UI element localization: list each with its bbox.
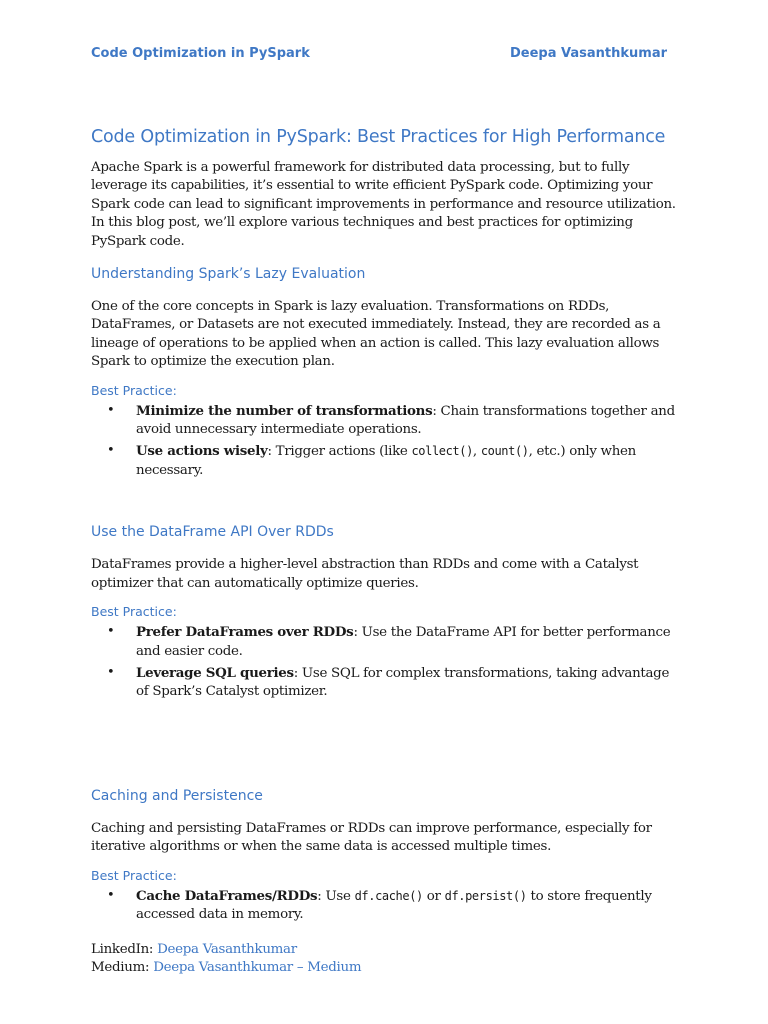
header-author: Deepa Vasanthkumar xyxy=(509,46,667,61)
inline-code: collect() xyxy=(411,444,473,459)
inline-code: df.cache() xyxy=(354,888,423,903)
list-item xyxy=(91,664,681,702)
intro-paragraph: Apache Spark is a powerful framework for distributed data processing, but to fully leverage its capabilities, it’s essential to write efficient PySpark code. Optimizing your Spark code can lead to significant improvements in performance and resource utilization. In this blog post, we’ll explore various techniques and best practices for optimizing PySpark code. xyxy=(91,160,676,249)
linkedin-link[interactable]: Deepa Vasanthkumar xyxy=(157,942,297,957)
inline-code: count() xyxy=(480,444,529,459)
list-item xyxy=(91,887,681,925)
list-item xyxy=(91,402,681,440)
item-text: to store frequently accessed data in memory. xyxy=(136,888,652,922)
best-practice-label: Best Practice: xyxy=(91,867,177,883)
medium-label: Medium: xyxy=(91,960,154,975)
bullet-icon: • xyxy=(107,664,115,680)
item-bold: Cache DataFrames/RDDs xyxy=(136,887,318,904)
item-text: , etc.) only when necessary. xyxy=(136,444,636,478)
section-heading-caching: Caching and Persistence xyxy=(91,787,263,804)
best-practice-list xyxy=(91,623,681,702)
item-bold: Leverage SQL queries xyxy=(136,664,294,681)
section-heading-dataframe-api: Use the DataFrame API Over RDDs xyxy=(91,524,334,541)
section-paragraph: Caching and persisting DataFrames or RDDs can improve performance, especially for iterative algorithms or when the same data is accessed multiple times. xyxy=(91,820,652,855)
best-practice-label: Best Practice: xyxy=(91,604,177,620)
section-paragraph: One of the core concepts in Spark is lazy evaluation. Transformations on RDDs, DataFrames, or Datasets are not executed immediately. Instead, they are recorded as a lineage of operations to be applied when an action is called. This lazy evaluation allows Spark to optimize the execution plan. xyxy=(91,299,661,370)
item-text: , xyxy=(472,444,481,460)
best-practice-list xyxy=(91,402,681,481)
section-heading-lazy-evaluation: Understanding Spark’s Lazy Evaluation xyxy=(91,266,366,283)
item-bold: Use actions wisely xyxy=(136,443,268,460)
item-bold: Minimize the number of transformations xyxy=(136,402,433,419)
item-bold: Prefer DataFrames over RDDs xyxy=(136,624,354,641)
item-text: : Trigger actions (like xyxy=(267,444,412,460)
medium-line xyxy=(91,959,361,977)
best-practice-label: Best Practice: xyxy=(91,382,177,398)
inline-code: df.persist() xyxy=(444,888,527,903)
item-text: : Use the DataFrame API for better performance and easier code. xyxy=(136,625,671,659)
page-footer xyxy=(91,941,361,977)
page-title: Code Optimization in PySpark: Best Practices for High Performance xyxy=(91,127,666,147)
linkedin-label: LinkedIn: xyxy=(91,942,158,957)
document-body xyxy=(91,124,681,927)
bullet-icon: • xyxy=(107,624,115,640)
linkedin-line xyxy=(91,941,361,959)
item-text: : Use SQL for complex transformations, taking advantage of Spark’s Catalyst optimizer. xyxy=(136,665,670,700)
item-text: or xyxy=(422,888,445,904)
medium-link[interactable]: Deepa Vasanthkumar – Medium xyxy=(153,960,362,975)
page-header xyxy=(91,46,667,61)
bullet-icon: • xyxy=(107,887,115,903)
item-text: : Chain transformations together and avoid unnecessary intermediate operations. xyxy=(136,403,675,438)
item-text: : Use xyxy=(317,888,355,904)
list-item xyxy=(91,623,681,661)
bullet-icon: • xyxy=(107,402,115,418)
section-paragraph: DataFrames provide a higher-level abstraction than RDDs and come with a Catalyst optimizer that can automatically optimize queries. xyxy=(91,557,639,591)
header-doc-title: Code Optimization in PySpark xyxy=(91,46,310,61)
list-item xyxy=(91,442,681,480)
bullet-icon: • xyxy=(107,443,115,459)
best-practice-list xyxy=(91,887,681,925)
